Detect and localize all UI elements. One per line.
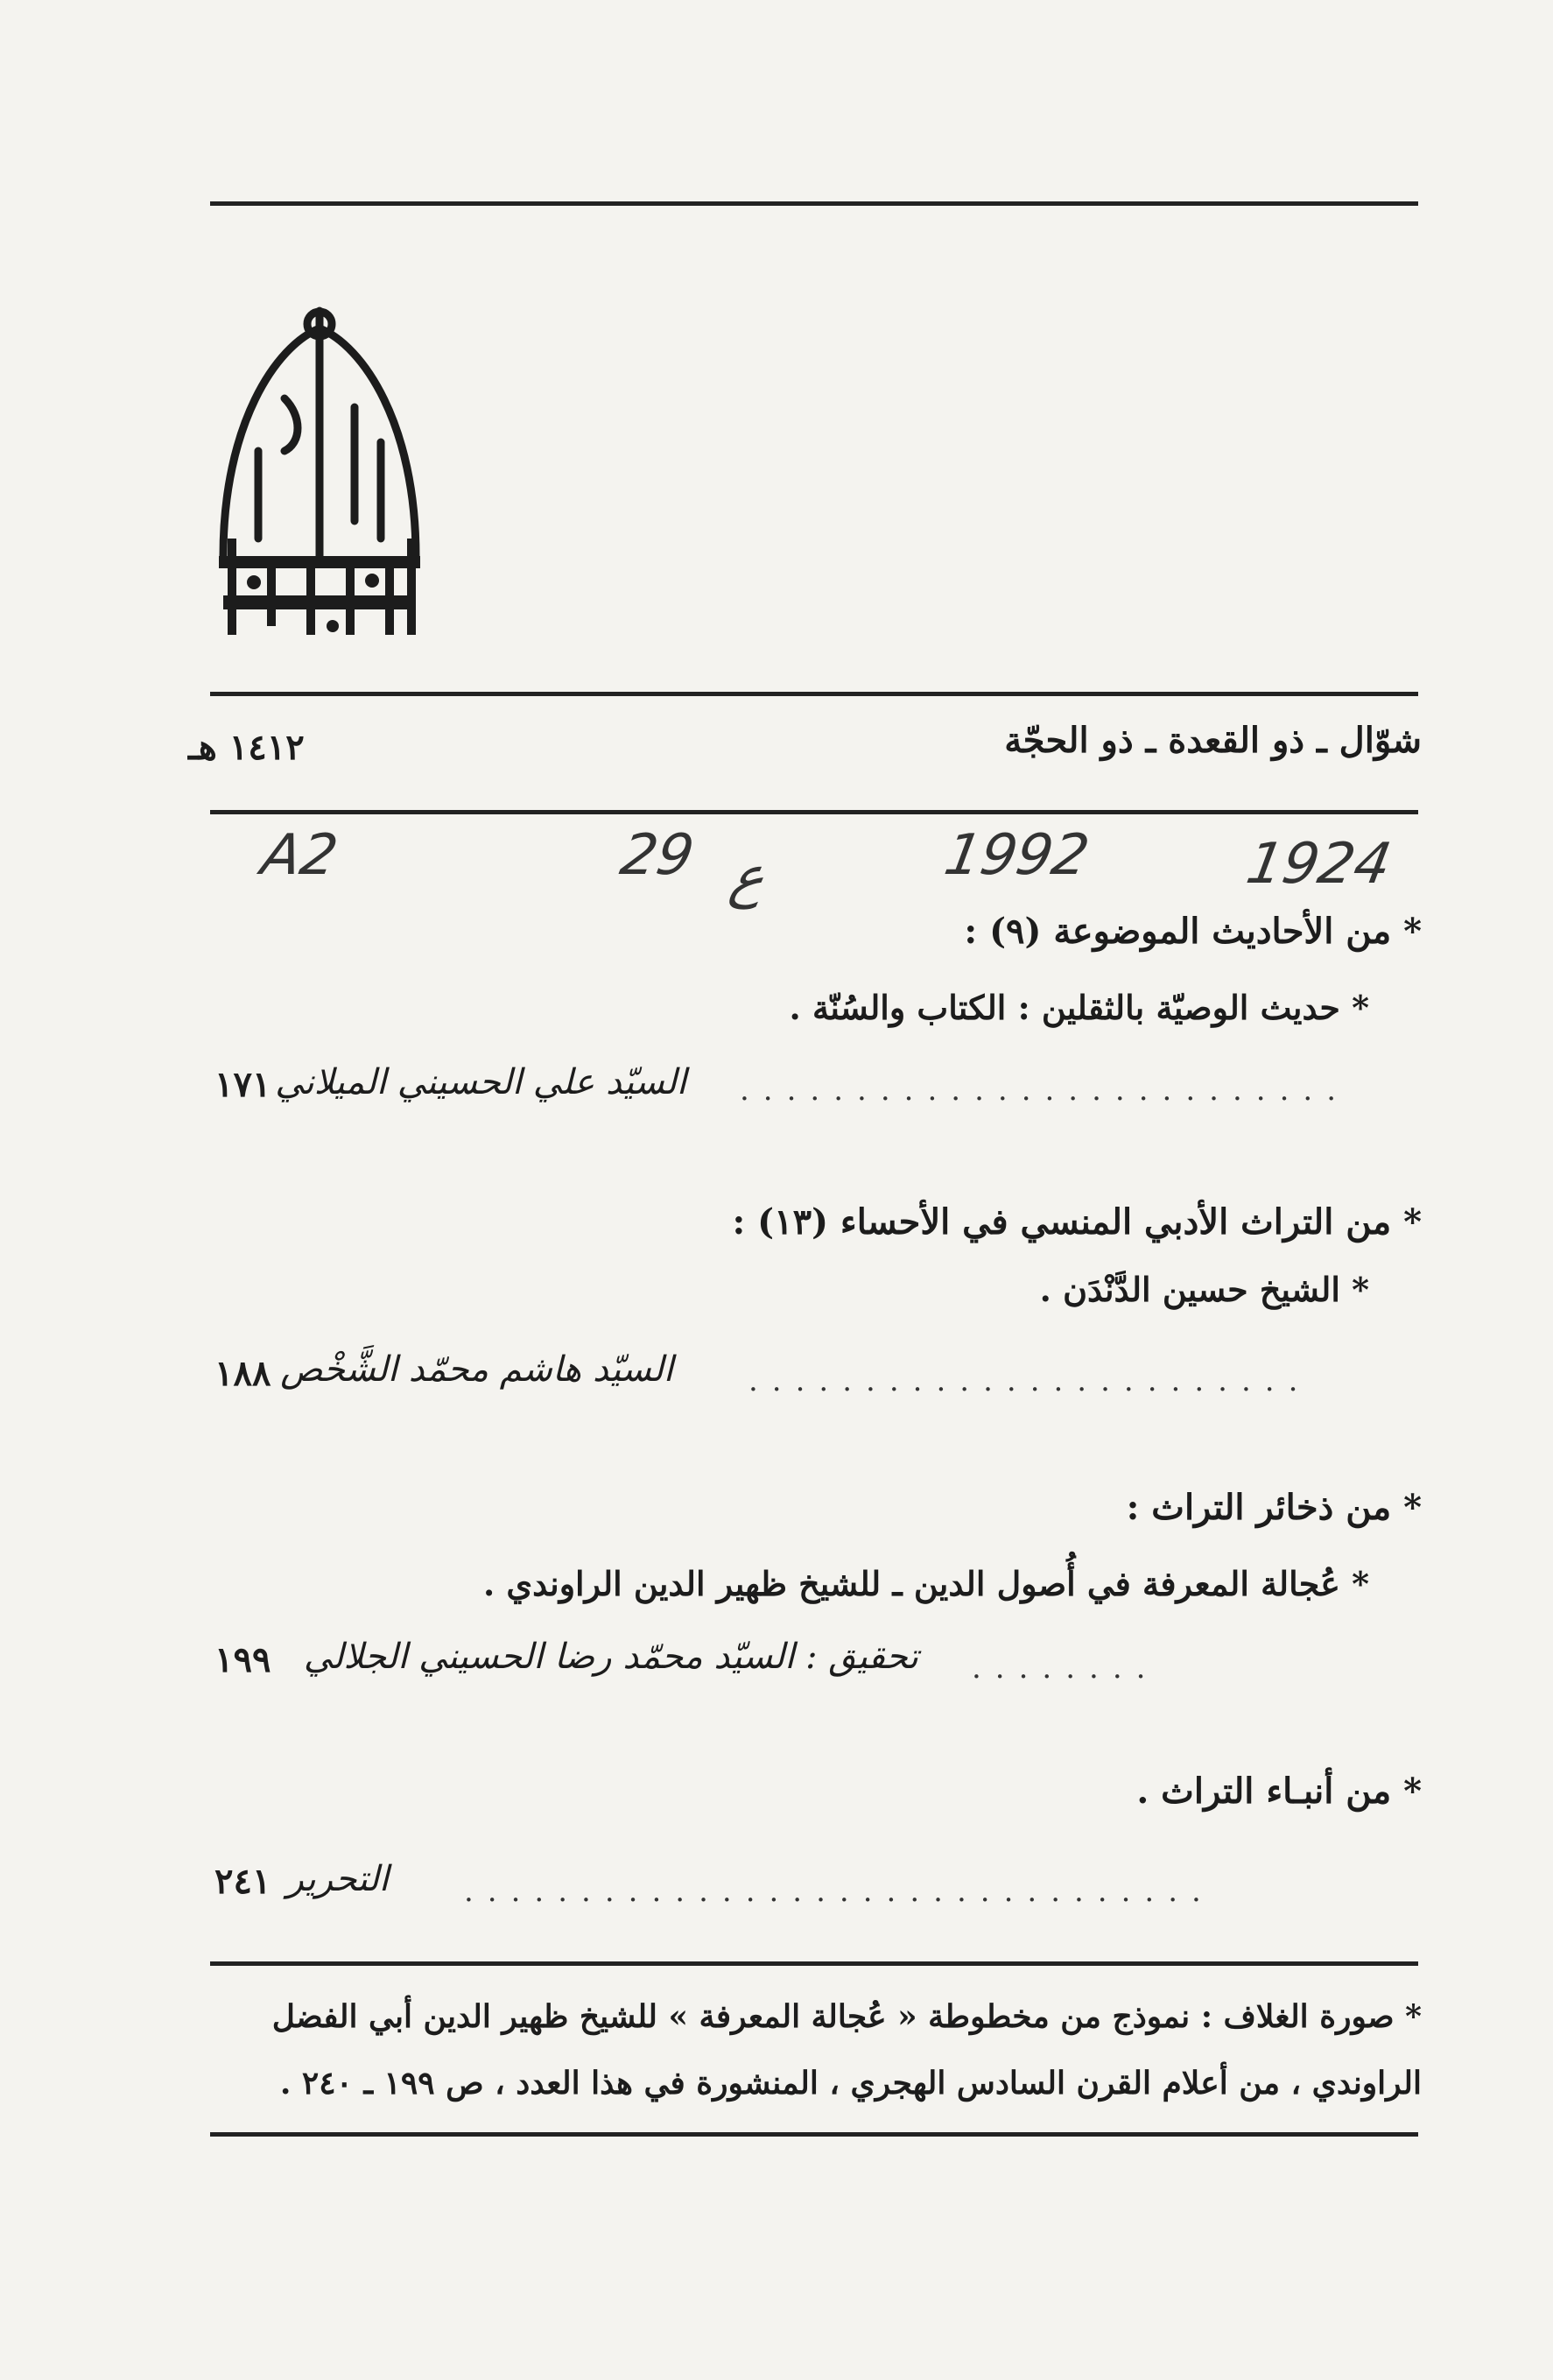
- handwritten-note-1: A2: [256, 823, 343, 888]
- section-1-subtitle: * حديث الوصيّة بالثقلين : الكتاب والسُنّة .: [789, 988, 1369, 1027]
- cover-note-rule-top: [210, 1961, 1418, 1966]
- issue-months: شوّال ـ ذو القعدة ـ ذو الحجّة: [1004, 720, 1422, 761]
- section-1-heading: * من الأحاديث الموضوعة (٩) :: [964, 911, 1422, 952]
- cover-note-line-1: * صورة الغلاف : نموذج من مخطوطة « عُجالة المعرفة » للشيخ ظهير الدين أبي الفضل: [271, 1998, 1422, 2035]
- handwritten-note-2: 29: [615, 823, 699, 888]
- section-2-subtitle: * الشيخ حسين الدَّنْدَن .: [1039, 1270, 1369, 1309]
- section-3-leader-dots: ........: [972, 1651, 1160, 1686]
- cover-note-rule-bottom: [210, 2132, 1418, 2137]
- section-1-leader-dots: ..........................: [740, 1073, 1350, 1108]
- section-4-page: ٢٤١: [214, 1861, 271, 1902]
- section-2-page: ١٨٨: [214, 1353, 271, 1394]
- section-3-subtitle: * عُجالة المعرفة في أُصول الدين ـ للشيخ ظهير الدين الراوندي .: [482, 1564, 1369, 1603]
- section-4-heading: * من أنبـاء التراث .: [1136, 1771, 1422, 1812]
- section-3-heading: * من ذخائر التراث :: [1126, 1487, 1422, 1528]
- handwritten-note-4: 1992: [939, 823, 1094, 888]
- section-2-author: السيّد هاشم محمّد الشَّخْص: [280, 1349, 673, 1390]
- institute-logo: [206, 293, 433, 644]
- section-3-author: تحقيق : السيّد محمّد رضا الحسيني الجلالي: [303, 1637, 918, 1677]
- header-rule-top: [210, 692, 1418, 696]
- section-3-page: ١٩٩: [214, 1639, 271, 1680]
- header-rule-bottom: [210, 810, 1418, 814]
- section-1-author: السيّد علي الحسيني الميلاني: [275, 1062, 686, 1102]
- handwritten-note-3: ع: [725, 845, 770, 910]
- top-rule: [210, 201, 1418, 206]
- cover-note-line-2: الراوندي ، من أعلام القرن السادس الهجري ، المنشورة في هذا العدد ، ص ١٩٩ ـ ٢٤٠ .: [279, 2065, 1422, 2102]
- issue-year: ١٤١٢ هـ: [188, 727, 305, 768]
- section-1-page: ١٧١: [214, 1064, 271, 1105]
- section-4-author: التحرير: [286, 1859, 389, 1899]
- handwritten-note-5: 1924: [1241, 832, 1396, 897]
- section-2-heading: * من التراث الأدبي المنسي في الأحساء (١٣) :: [732, 1201, 1422, 1243]
- section-2-leader-dots: ........................: [748, 1363, 1312, 1398]
- section-4-leader-dots: ................................: [464, 1874, 1215, 1909]
